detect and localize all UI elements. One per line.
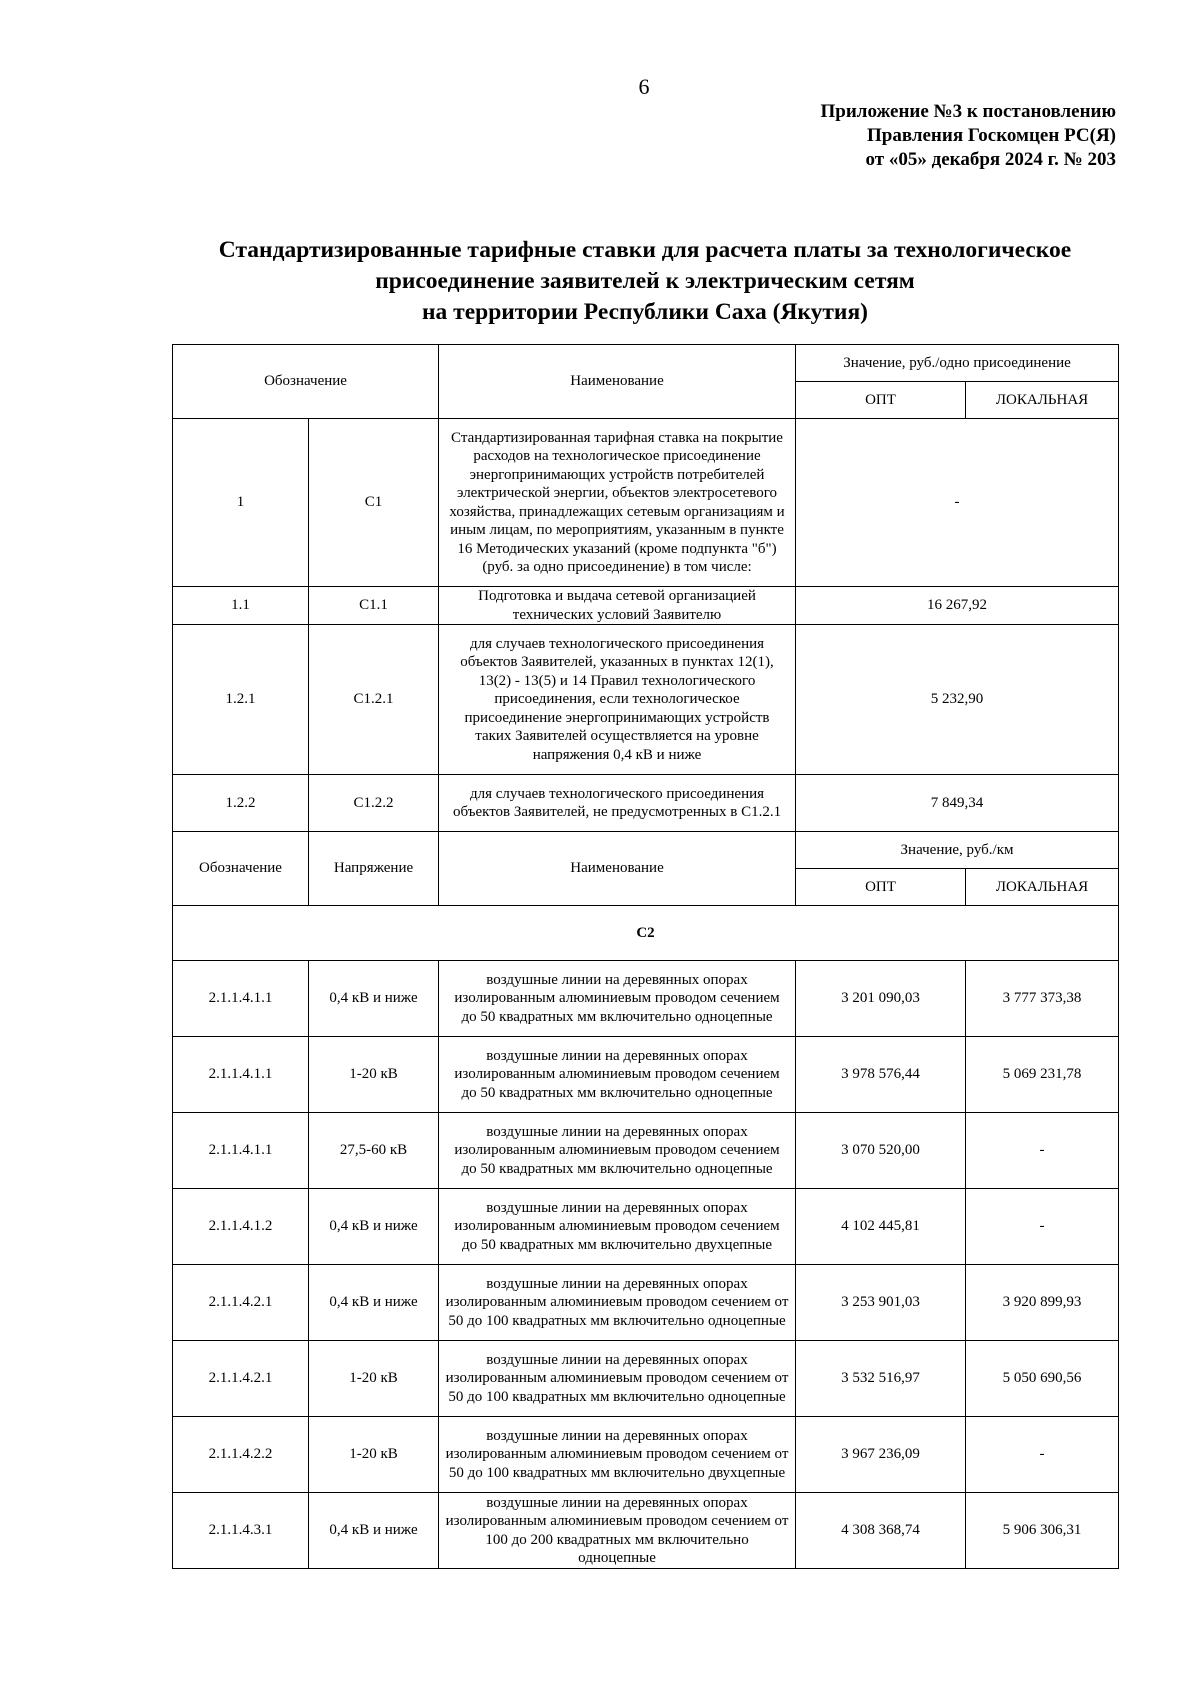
header2-row-top (173, 832, 1119, 869)
header1-local: ЛОКАЛЬНАЯ (966, 382, 1119, 419)
row-opt-value: 3 532 516,97 (796, 1341, 966, 1417)
row-local-value: 5 906 306,31 (966, 1493, 1119, 1569)
row-name: Подготовка и выдача сетевой организацией технических условий Заявителю (439, 587, 796, 625)
header2-value: Значение, руб./км (796, 832, 1119, 869)
table-row (173, 587, 1119, 625)
row-name: воздушные линии на деревянных опорах изолированным алюминиевым проводом сечением до 50 квадратных мм включительно одноцепные (439, 961, 796, 1037)
row-voltage: 1-20 кВ (309, 1037, 439, 1113)
row-voltage: 1-20 кВ (309, 1417, 439, 1493)
row-opt-value: 3 253 901,03 (796, 1265, 966, 1341)
table-row (173, 1189, 1119, 1265)
row-local-value: 5 050 690,56 (966, 1341, 1119, 1417)
row-code: 2.1.1.4.3.1 (173, 1493, 309, 1569)
appendix-reference (821, 100, 1117, 172)
table-row (173, 1417, 1119, 1493)
table-row (173, 625, 1119, 775)
row-local-value: 3 777 373,38 (966, 961, 1119, 1037)
row-code: С1.2.1 (309, 625, 439, 775)
page-number: 6 (638, 74, 650, 99)
row-opt-value: 3 967 236,09 (796, 1417, 966, 1493)
row-name: воздушные линии на деревянных опорах изолированным алюминиевым проводом сечением от 50 до 100 квадратных мм включительно одноцепные (439, 1341, 796, 1417)
row-local-value: 5 069 231,78 (966, 1037, 1119, 1113)
document-title (150, 235, 1140, 328)
row-code: С1.1 (309, 587, 439, 625)
appendix-line-1: Приложение №3 к постановлению (820, 101, 1116, 122)
row-opt-value: 4 308 368,74 (796, 1493, 966, 1569)
row-value: 5 232,90 (796, 625, 1119, 775)
table-row (173, 419, 1119, 587)
header1-row-top (173, 345, 1119, 382)
row-code: 2.1.1.4.2.1 (173, 1341, 309, 1417)
row-voltage: 0,4 кВ и ниже (309, 1189, 439, 1265)
row-local-value: - (966, 1113, 1119, 1189)
title-line-2: присоединение заявителей к электрическим сетям (375, 268, 915, 294)
row-name: воздушные линии на деревянных опорах изолированным алюминиевым проводом сечением до 50 квадратных мм включительно одноцепные (439, 1037, 796, 1113)
table-row (173, 1493, 1119, 1569)
row-name: воздушные линии на деревянных опорах изолированным алюминиевым проводом сечением от 100 до 200 квадратных мм включительно одноцепные (439, 1493, 796, 1569)
row-name: воздушные линии на деревянных опорах изолированным алюминиевым проводом сечением от 50 до 100 квадратных мм включительно одноцепные (439, 1265, 796, 1341)
title-line-1: Стандартизированные тарифные ставки для расчета платы за технологическое (218, 237, 1072, 263)
row-value: 16 267,92 (796, 587, 1119, 625)
appendix-line-3: от «05» декабря 2024 г. № 203 (865, 149, 1116, 170)
row-code: 2.1.1.4.1.1 (173, 1113, 309, 1189)
row-code: С1.2.2 (309, 775, 439, 832)
row-name: воздушные линии на деревянных опорах изолированным алюминиевым проводом сечением от 50 до 100 квадратных мм включительно двухцепные (439, 1417, 796, 1493)
row-name: воздушные линии на деревянных опорах изолированным алюминиевым проводом сечением до 50 квадратных мм включительно одноцепные (439, 1113, 796, 1189)
header2-opt: ОПТ (796, 869, 966, 906)
row-voltage: 0,4 кВ и ниже (309, 1265, 439, 1341)
row-voltage: 0,4 кВ и ниже (309, 1493, 439, 1569)
row-code: 2.1.1.4.2.1 (173, 1265, 309, 1341)
row-voltage: 1-20 кВ (309, 1341, 439, 1417)
row-code: 2.1.1.4.1.1 (173, 961, 309, 1037)
row-code: С1 (309, 419, 439, 587)
row-value: - (796, 419, 1119, 587)
appendix-line-2: Правления Госкомцен РС(Я) (866, 125, 1116, 146)
row-number: 1 (173, 419, 309, 587)
tariff-table (172, 344, 1119, 1569)
row-value: 7 849,34 (796, 775, 1119, 832)
row-name: воздушные линии на деревянных опорах изолированным алюминиевым проводом сечением до 50 квадратных мм включительно двухцепные (439, 1189, 796, 1265)
title-line-3: на территории Республики Саха (Якутия) (421, 299, 868, 325)
header1-designation: Обозначение (173, 345, 439, 419)
table-row (173, 1037, 1119, 1113)
row-voltage: 27,5-60 кВ (309, 1113, 439, 1189)
header2-name: Наименование (439, 832, 796, 906)
row-number: 1.1 (173, 587, 309, 625)
row-code: 2.1.1.4.1.2 (173, 1189, 309, 1265)
row-local-value: 3 920 899,93 (966, 1265, 1119, 1341)
row-code: 2.1.1.4.1.1 (173, 1037, 309, 1113)
row-voltage: 0,4 кВ и ниже (309, 961, 439, 1037)
header2-voltage: Напряжение (309, 832, 439, 906)
header1-value: Значение, руб./одно присоединение (796, 345, 1119, 382)
header2-local: ЛОКАЛЬНАЯ (966, 869, 1119, 906)
row-name: для случаев технологического присоединения объектов Заявителей, не предусмотренных в С1.2.1 (439, 775, 796, 832)
table-row (173, 961, 1119, 1037)
row-opt-value: 3 070 520,00 (796, 1113, 966, 1189)
table-row (173, 775, 1119, 832)
table-row (173, 1265, 1119, 1341)
row-code: 2.1.1.4.2.2 (173, 1417, 309, 1493)
row-number: 1.2.2 (173, 775, 309, 832)
row-local-value: - (966, 1189, 1119, 1265)
row-name: для случаев технологического присоединения объектов Заявителей, указанных в пунктах 12(1), 13(2) - 13(5) и 14 Правил технологического присоединения, если технологическое присоединение энергопринимающих устройств таких Заявителей осуществляется на уровне напряжения 0,4 кВ и ниже (439, 625, 796, 775)
row-opt-value: 3 978 576,44 (796, 1037, 966, 1113)
row-opt-value: 4 102 445,81 (796, 1189, 966, 1265)
table-row (173, 1341, 1119, 1417)
group-label-c2: С2 (173, 906, 1119, 961)
header2-designation: Обозначение (173, 832, 309, 906)
table-row (173, 1113, 1119, 1189)
group-row (173, 906, 1119, 961)
row-number: 1.2.1 (173, 625, 309, 775)
header1-opt: ОПТ (796, 382, 966, 419)
row-local-value: - (966, 1417, 1119, 1493)
row-name: Стандартизированная тарифная ставка на покрытие расходов на технологическое присоединение энергопринимающих устройств потребителей электрической энергии, объектов электросетевого хозяйства, принадлежащих сетевым организациям и иным лицам, по мероприятиям, указанным в пункте 16 Методических указаний (кроме подпункта "б") (руб. за одно присоединение) в том числе: (439, 419, 796, 587)
header1-name: Наименование (439, 345, 796, 419)
row-opt-value: 3 201 090,03 (796, 961, 966, 1037)
